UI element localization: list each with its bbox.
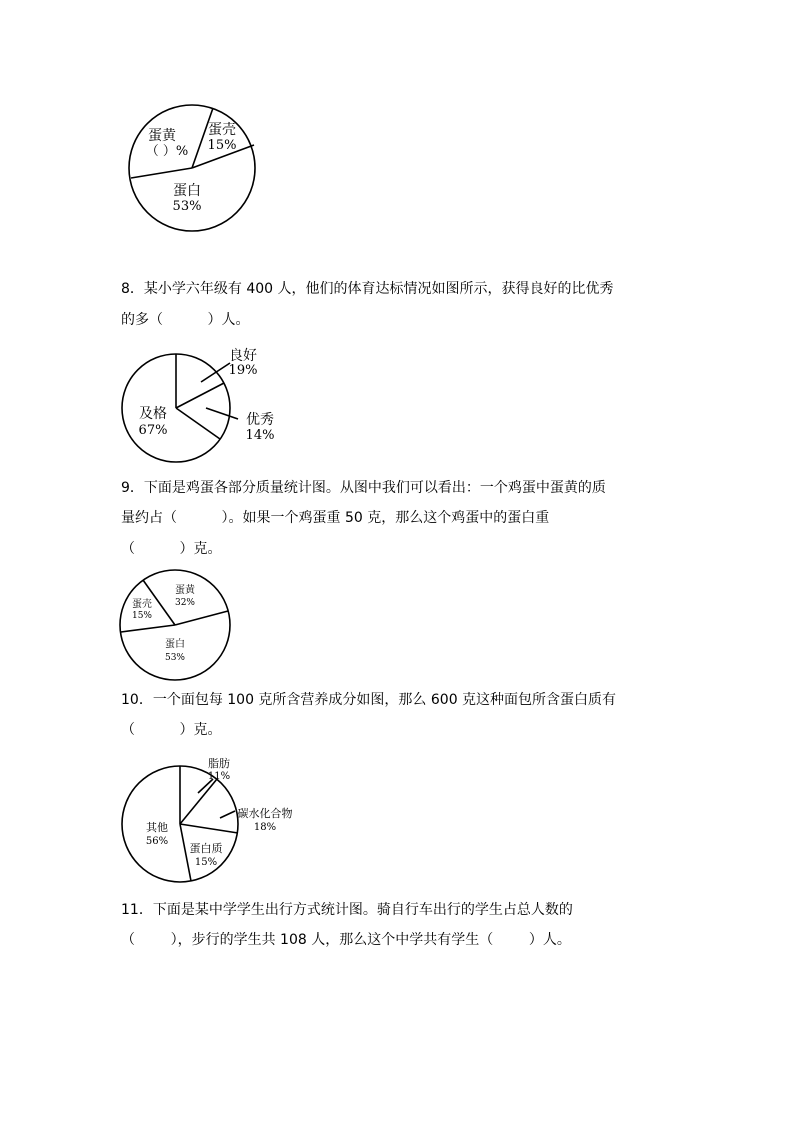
slice-label-carb: 碳水化合物: [237, 807, 293, 820]
pie-divider-carb-protein: [180, 824, 238, 833]
slice-value-pass: 67%: [138, 423, 168, 438]
leader-line-carb: [220, 811, 235, 818]
pie-divider-white-shell: [121, 625, 175, 632]
pie-divider-good-excellent: [176, 383, 224, 408]
slice-label-fat: 脂肪: [208, 757, 230, 770]
slice-value-shell: 15%: [131, 611, 153, 621]
question-8-line-2: 的多（ ）人。: [121, 312, 250, 328]
slice-label-pass: 及格: [139, 406, 167, 422]
question-9-line-3: （ ）克。: [121, 541, 222, 557]
pie-divider-fat-carb: [180, 779, 217, 824]
slice-label-excellent: 优秀: [246, 412, 274, 428]
slice-label-yolk: 蛋黄: [175, 585, 195, 596]
question-11-line-2: （ ），步行的学生共 108 人，那么这个中学共有学生（ ）人。: [121, 932, 571, 948]
slice-value-other: 56%: [145, 836, 169, 847]
slice-label-white: 蛋白: [165, 639, 185, 650]
fitness-pie-chart: [115, 340, 285, 470]
pie-divider-white-yolk: [131, 168, 192, 178]
leader-line-good: [201, 363, 230, 382]
slice-label-white: 蛋白: [173, 183, 201, 199]
slice-label-other: 其他: [146, 821, 168, 834]
egg-pie-chart-small: [115, 565, 235, 685]
slice-value-excellent: 14%: [245, 428, 275, 443]
slice-value-protein: 15%: [194, 857, 218, 868]
question-11-line-1: 11．下面是某中学学生出行方式统计图。骑自行车出行的学生占总人数的: [121, 902, 573, 918]
slice-value-shell: 15%: [207, 138, 237, 153]
slice-value-good: 19%: [228, 363, 258, 378]
question-9-line-2: 量约占（ ）。如果一个鸡蛋重 50 克，那么这个鸡蛋中的蛋白重: [121, 510, 550, 526]
slice-value-carb: 18%: [253, 822, 277, 833]
bread-nutrition-pie-chart: [120, 750, 300, 890]
slice-label-shell: 蛋壳: [208, 122, 236, 138]
slice-label-yolk: 蛋黄: [148, 128, 176, 144]
question-10-line-1: 10．一个面包每 100 克所含营养成分如图，那么 600 克这种面包所含蛋白质有: [121, 692, 617, 708]
slice-value-fat: 11%: [207, 771, 231, 782]
slice-label-shell: 蛋壳: [132, 599, 152, 610]
slice-value-white: 53%: [164, 653, 186, 663]
slice-value-white: 53%: [172, 199, 202, 214]
leader-line-excellent: [206, 408, 238, 419]
pie-divider-excellent-pass: [176, 408, 220, 439]
slice-label-good: 良好: [229, 348, 257, 364]
question-10-line-2: （ ）克。: [121, 722, 222, 738]
egg-pie-chart-top: [125, 95, 265, 245]
slice-value-yolk: （ ）%: [145, 144, 189, 159]
question-9-line-1: 9．下面是鸡蛋各部分质量统计图。从图中我们可以看出：一个鸡蛋中蛋黄的质: [121, 480, 606, 496]
pie-divider-yolk-white: [175, 611, 228, 625]
question-8-line-1: 8．某小学六年级有 400 人，他们的体育达标情况如图所示，获得良好的比优秀: [121, 281, 614, 297]
slice-label-protein: 蛋白质: [189, 842, 223, 855]
slice-value-yolk: 32%: [174, 598, 196, 608]
